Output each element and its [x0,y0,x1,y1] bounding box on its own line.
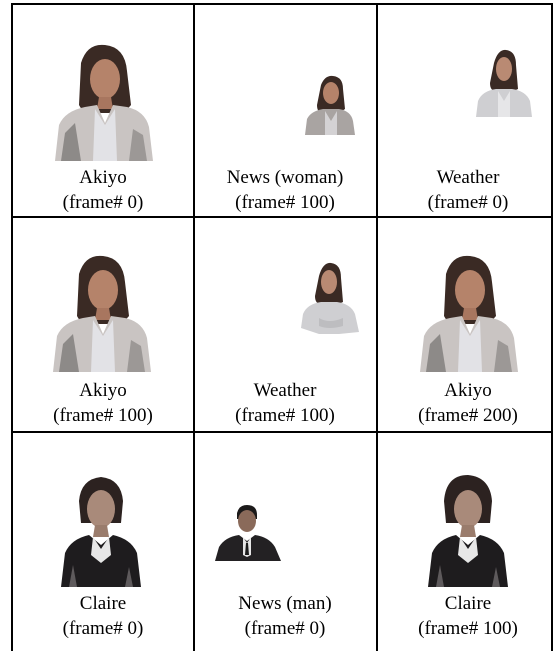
video-name: Akiyo [444,380,492,401]
frame-number: (frame# 0) [62,192,144,213]
weather-segmented-image [474,49,534,117]
akiyo-segmented-image [416,254,520,372]
table-cell [195,433,375,646]
table-cell [13,218,193,431]
table-cell [195,218,375,431]
news-woman-segmented-image [303,75,357,135]
video-name: Claire [79,593,127,614]
akiyo-segmented-image [51,43,155,161]
claire-segmented-image [426,473,510,587]
table-cell [378,5,555,218]
frame-number: (frame# 100) [418,618,518,639]
claire-segmented-image [59,475,143,587]
frame-number: (frame# 100) [235,405,335,426]
video-name: Weather [436,167,500,188]
segmentation-results-table [11,3,553,651]
video-name: Claire [444,593,492,614]
frame-number: (frame# 0) [244,618,326,639]
frame-number: (frame# 0) [427,192,509,213]
frame-number: (frame# 200) [418,405,518,426]
video-name: Weather [253,380,317,401]
weather-segmented-image [299,262,361,334]
frame-number: (frame# 100) [235,192,335,213]
news-man-segmented-image [215,505,281,561]
video-name: News (man) [238,593,332,614]
video-name: News (woman) [226,167,344,188]
frame-number: (frame# 100) [53,405,153,426]
table-cell [13,5,193,218]
table-cell [378,218,555,431]
table-cell [195,5,375,218]
video-name: Akiyo [79,167,127,188]
video-name: Akiyo [79,380,127,401]
akiyo-segmented-image [49,254,153,372]
frame-number: (frame# 0) [62,618,144,639]
table-cell [13,433,193,646]
table-cell [378,433,555,646]
